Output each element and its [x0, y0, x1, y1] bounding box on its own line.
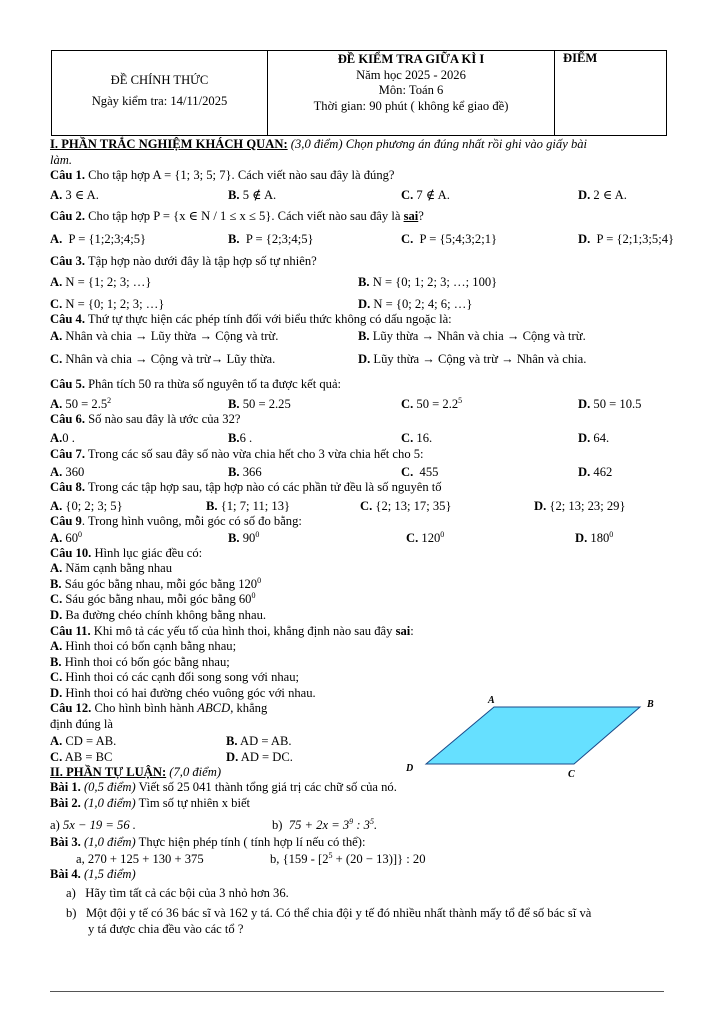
problem-2: Bài 2. (1,0 điểm) Tìm số tự nhiên x biết	[50, 795, 251, 810]
vertex-label-b: B	[647, 699, 654, 710]
official-label: ĐỀ CHÍNH THỨC	[110, 73, 209, 87]
question-11-option-d: D. Hình thoi có hai đường chéo vuông góc với nhau.	[50, 685, 316, 700]
question-11-option-b: B. Hình thoi có bốn góc bằng nhau;	[50, 654, 230, 669]
header-left-cell	[52, 51, 268, 136]
footer-rule	[50, 991, 664, 992]
question-11-option-a: A. Hình thoi có bốn cạnh bằng nhau;	[50, 639, 237, 654]
problem-3-parts: a, 270 + 125 + 130 + 375 b, $\{159 - [2^5 + (20 - 13)]\}$ : 20	[76, 851, 426, 867]
question-10-option-d: D. Ba đường chéo chính không bằng nhau.	[50, 607, 267, 622]
part1-note-2: làm.	[50, 152, 73, 167]
question-6-options: A.0 . B.6 . C. 16. D. 64.	[50, 430, 610, 445]
part1-title: I. PHẦN TRẮC NGHIỆM KHÁCH QUAN:	[50, 137, 288, 151]
vertex-label-d: D	[406, 763, 414, 774]
question-1: Câu 1. Cho tập hợp A = {1; 3; 5; 7}. Cách viết nào sau đây là đúng?	[50, 168, 395, 183]
problem-4-part-a: a) Hãy tìm tất cả các bội của 3 nhỏ hơn 36.	[66, 885, 289, 900]
question-2-options: A. P = {1;2;3;4;5} B. P = {2;3;4;5} C. P = {5;4;3;2;1} D. P = {2;1;3;5;4}	[50, 232, 675, 247]
exam-date: Ngày kiểm tra: 14/11/2025	[91, 94, 228, 108]
question-5-options: A. $50 = 2.5^2$ B. 50 = 2.25 C. $50 = 2.2^5$ D. 50 = 10.5	[50, 396, 642, 412]
question-9: Câu 9. Trong hình vuông, mỗi góc có số đo bằng:	[50, 513, 302, 528]
duration: Thời gian: 90 phút ( không kể giao đề)	[313, 98, 509, 113]
part2-note: (7,0 điểm)	[166, 764, 222, 779]
question-11-option-c: C. Hình thoi có các cạnh đối song song với nhau;	[50, 670, 300, 685]
header-mid-cell	[268, 51, 555, 136]
part1-heading	[50, 137, 670, 168]
score-label: ĐIỂM	[563, 51, 598, 65]
problem-1: Bài 1. (0,5 điểm) Viết số 25 041 thành tổng giá trị các chữ số của nó.	[50, 780, 397, 795]
question-3-options-row-1: A. N = {1; 2; 3; …} B. N = {0; 1; 2; 3; …; 100}	[50, 274, 498, 289]
question-4-options-row-2: C. Nhân và chia → Cộng và trừ→ Lũy thừa. D. Lũy thừa → Cộng và trừ → Nhân và chia.	[50, 351, 587, 366]
score-cell	[555, 51, 667, 136]
parallelogram-abcd	[426, 707, 640, 764]
exam-title: ĐỀ KIỂM TRA GIỮA KÌ I	[337, 52, 485, 66]
exam-page	[50, 50, 675, 937]
problem-3: Bài 3. (1,0 điểm) Thực hiện phép tính ( tính hợp lí nếu có thể):	[50, 835, 366, 850]
question-8: Câu 8. Trong các tập hợp sau, tập hợp nào có các phần tử đều là số nguyên tố	[50, 480, 442, 495]
question-10-option-b: B. Sáu góc bằng nhau, mỗi góc bằng $120^0$	[50, 575, 262, 591]
question-4: Câu 4. Thứ tự thực hiện các phép tính đối với biểu thức không có dấu ngoặc là:	[50, 311, 452, 326]
question-10: Câu 10. Hình lục giác đều có:	[50, 545, 203, 560]
question-3: Câu 3. Tập hợp nào dưới đây là tập hợp số tự nhiên?	[50, 254, 317, 269]
question-12-options-row-1: A. CD = AB. B. AD = AB.	[50, 733, 292, 748]
part2-title: II. PHẦN TỰ LUẬN:	[50, 764, 167, 779]
question-11: Câu 11. Khi mô tả các yếu tố của hình thoi, khẳng định nào sau đây sai:	[50, 623, 414, 638]
exam-header-table	[51, 50, 667, 136]
problem-4-part-b-line-2: y tá được chia đều vào các tổ ?	[88, 921, 244, 936]
subject: Môn: Toán 6	[378, 83, 444, 97]
question-12-options-row-2: C. AB = BC D. AD = DC.	[50, 749, 293, 764]
question-3-options-row-2: C. N = {0; 1; 2; 3; …} D. N = {0; 2; 4; 6; …}	[50, 296, 473, 311]
problem-4-part-b: b) Một đội y tế có 36 bác sĩ và 162 y tá. Có thể chia đội y tế đó nhiều nhất thành mấy tổ để số bác sĩ và	[66, 906, 592, 921]
question-10-option-c: C. Sáu góc bằng nhau, mỗi góc bằng $60^0$	[50, 591, 256, 607]
question-12-line-2: định đúng là	[50, 717, 113, 732]
question-7-options: A. 360 B. 366 C. 455 D. 462	[50, 465, 613, 480]
parallelogram-figure	[400, 693, 662, 781]
question-9-options: A. $60^0$ B. $90^0$ C. $120^0$ D. $180^0$	[50, 529, 614, 545]
vertex-label-c: C	[568, 769, 575, 780]
problem-2-parts: a) 5x − 19 = 56 . b) $75 + 2x = 3^9$ : $3^5$.	[50, 817, 378, 833]
question-8-options: A. {0; 2; 3; 5} B. {1; 7; 11; 13} C. {2; 13; 17; 35} D. {2; 13; 23; 29}	[50, 498, 626, 513]
part1-note: (3,0 điểm) Chọn phương án đúng nhất rồi ghi vào giấy bài	[287, 137, 588, 151]
vertex-label-a: A	[488, 695, 495, 706]
question-1-options: A. 3 ∈ A. B. 5 ∉ A. C. 7 ∉ A. D. 2 ∈ A.	[50, 187, 627, 202]
question-10-option-a: A. Năm cạnh bằng nhau	[50, 561, 173, 576]
question-6: Câu 6. Số nào sau đây là ước của 32?	[50, 412, 241, 427]
question-7: Câu 7. Trong các số sau đây số nào vừa chia hết cho 3 vừa chia hết cho 5:	[50, 446, 424, 461]
problem-4: Bài 4. (1,5 điểm)	[50, 867, 136, 882]
question-4-options-row-1: A. Nhân và chia → Lũy thừa → Cộng và trừ. B. Lũy thừa → Nhân và chia → Cộng và trừ.	[50, 328, 586, 343]
question-12: Câu 12. Cho hình bình hành ABCD, khẳng	[50, 701, 268, 716]
question-2: Câu 2. Cho tập hợp P = {x ∈ N / 1 ≤ x ≤ 5}. Cách viết nào sau đây là sai?	[50, 208, 424, 223]
question-5: Câu 5. Phân tích 50 ra thừa số nguyên tố ta được kết quả:	[50, 376, 342, 391]
school-year: Năm học 2025 - 2026	[356, 67, 466, 82]
